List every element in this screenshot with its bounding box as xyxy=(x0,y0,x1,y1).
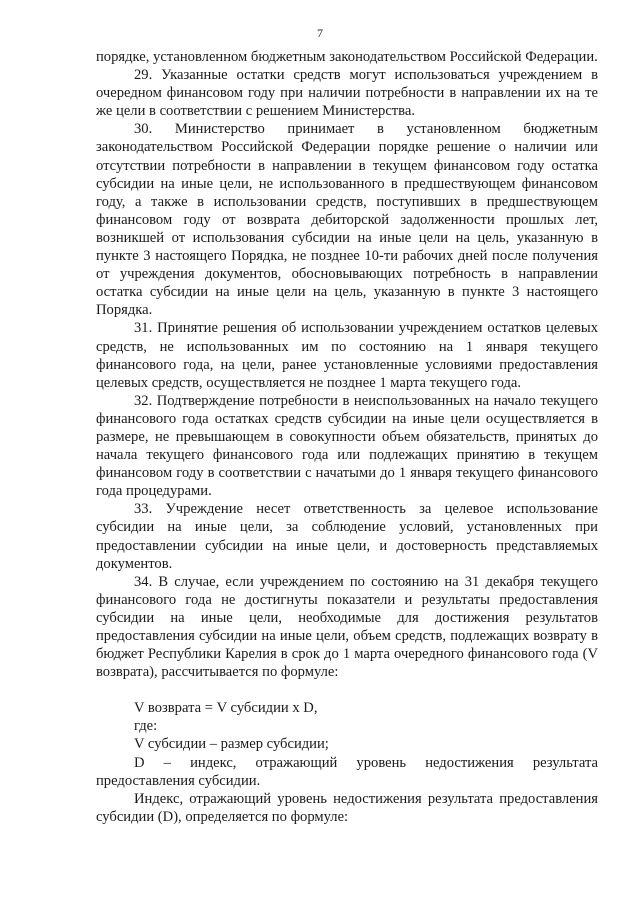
paragraph-31: 31. Принятие решения об использовании учреждением остатков целевых средств, не использованных им по состоянию на 1 января текущего финансового года, на цели, ранее установленные условиями предоставления целевых средств, осуществляется не позднее 1 марта текущего года. xyxy=(96,320,598,391)
index-definition: Индекс, отражающий уровень недостижения результата предоставления субсидии (D), определяется по формуле: xyxy=(96,790,598,825)
formula-v-definition: V субсидии – размер субсидии; xyxy=(134,736,329,753)
formula-where: где: xyxy=(134,718,158,735)
paragraph-30: 30. Министерство принимает в установленном бюджетным законодательством Российской Федерации порядке решение о наличии или отсутствии потребности в направлении в текущем финансовом году остатка субсидии на иные цели, не использованного в предшествующем финансовом году, а также в использовании средств, поступивших в предшествующем финансовом году от возврата дебиторской задолженности прошлых лет, возникшей от использования субсидии на иные цели на цель, указанную в пункте 3 настоящего Порядка, не позднее 10-ти рабочих дней после получения от учреждения документов, обосновывающих потребность в направлении остатка субсидии на иные цели на цель, указанную в пункте 3 настоящего Порядка. xyxy=(96,121,598,319)
paragraph-32: 32. Подтверждение потребности в неиспользованных на начало текущего финансового года остатках средств субсидии на иные цели осуществляется в размере, не превышающем в совокупности объем обязательств, принятых до начала текущего финансового года или подлежащих принятию в текущем финансовом году в соответствии с начатыми до 1 января текущего финансового года процедурами. xyxy=(96,392,598,500)
paragraph-29: 29. Указанные остатки средств могут использоваться учреждением в очередном финансовом году при наличии потребности в направлении их на те же цели в соответствии с решением Министерства. xyxy=(96,67,598,120)
paragraph-34: 34. В случае, если учреждением по состоянию на 31 декабря текущего финансового года не достигнуты показатели и результаты предоставления субсидии на иные цели, необходимые для достижения результатов предоставления субсидии на иные цели, объем средств, подлежащих возврату в бюджет Республики Карелия в срок до 1 марта очередного финансового года (V возврата), рассчитывается по формуле: xyxy=(96,573,598,681)
formula-expression: V возврата = V субсидии х D, xyxy=(134,700,318,717)
paragraph-28-continuation: порядке, установленном бюджетным законодательством Российской Федерации. xyxy=(96,49,598,65)
page-number: 7 xyxy=(317,26,323,40)
spacer xyxy=(96,681,598,699)
paragraph-33: 33. Учреждение несет ответственность за целевое использование субсидии на иные цели, за соблюдение условий, установленных при предоставлении субсидии на иные цели, и достоверность представляемых документов. xyxy=(96,501,598,572)
document-body xyxy=(96,48,598,826)
formula-d-definition: D – индекс, отражающий уровень недостижения результата предоставления субсидии. xyxy=(96,754,598,789)
